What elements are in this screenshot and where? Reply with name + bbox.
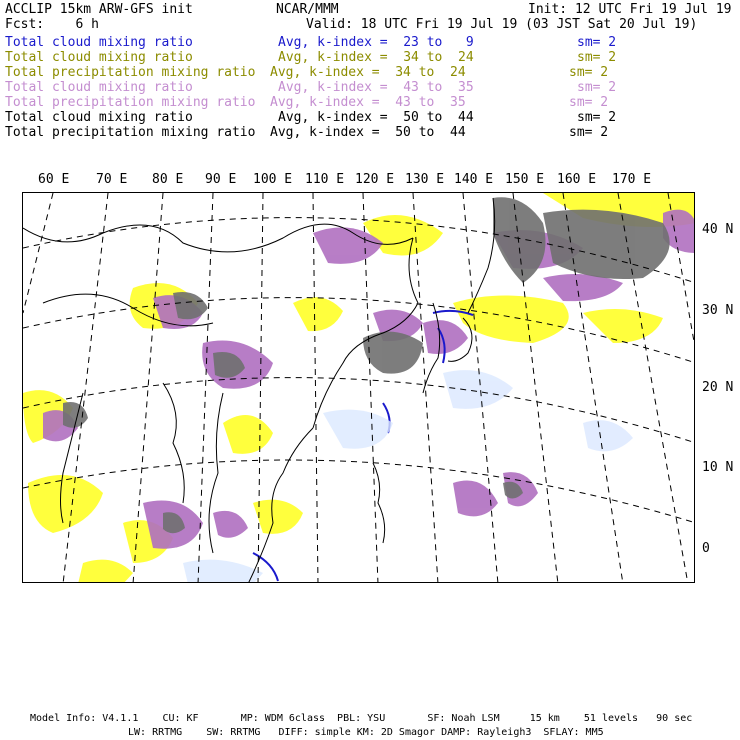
lat-label: 0 bbox=[702, 541, 710, 556]
legend-avg: Avg, k-index = 50 to 44 bbox=[270, 125, 466, 140]
forecast-hour: Fcst: 6 h bbox=[5, 17, 99, 32]
lon-label: 150 E bbox=[505, 172, 545, 187]
legend-field: Total precipitation mixing ratio bbox=[5, 125, 256, 140]
lon-label: 70 E bbox=[96, 172, 128, 187]
lon-label: 100 E bbox=[253, 172, 293, 187]
valid-time: Valid: 18 UTC Fri 19 Jul 19 (03 JST Sat 20 Jul 19) bbox=[306, 17, 698, 32]
lat-label: 40 N bbox=[702, 222, 734, 237]
legend-field: Total cloud mixing ratio bbox=[5, 80, 193, 95]
legend-avg: Avg, k-index = 34 to 24 bbox=[278, 50, 474, 65]
legend-avg: Avg, k-index = 43 to 35 bbox=[278, 80, 474, 95]
legend-field: Total cloud mixing ratio bbox=[5, 50, 193, 65]
lon-label: 170 E bbox=[612, 172, 652, 187]
legend-sm: sm= 2 bbox=[577, 110, 617, 125]
legend-field: Total precipitation mixing ratio bbox=[5, 65, 256, 80]
legend-sm: sm= 2 bbox=[569, 65, 609, 80]
legend-sm: sm= 2 bbox=[577, 80, 617, 95]
lat-label: 20 N bbox=[702, 380, 734, 395]
legend-sm: sm= 2 bbox=[569, 95, 609, 110]
lon-label: 110 E bbox=[305, 172, 345, 187]
model-info-line1: Model Info: V4.1.1 CU: KF MP: WDM 6class PBL: YSU SF: Noah LSM 15 km 51 levels 90 sec bbox=[30, 713, 693, 724]
lon-label: 120 E bbox=[355, 172, 395, 187]
model-info-line2: LW: RRTMG SW: RRTMG DIFF: simple KM: 2D Smagor DAMP: Rayleigh3 SFLAY: MM5 bbox=[128, 727, 604, 738]
legend-avg: Avg, k-index = 34 to 24 bbox=[270, 65, 466, 80]
model-title: ACCLIP 15km ARW-GFS init bbox=[5, 2, 193, 17]
legend-sm: sm= 2 bbox=[569, 125, 609, 140]
organization-label: NCAR/MMM bbox=[276, 2, 339, 17]
map-panel bbox=[22, 192, 695, 583]
legend-sm: sm= 2 bbox=[577, 35, 617, 50]
legend-field: Total precipitation mixing ratio bbox=[5, 95, 256, 110]
legend-sm: sm= 2 bbox=[577, 50, 617, 65]
init-time: Init: 12 UTC Fri 19 Jul 19 bbox=[528, 2, 732, 17]
lon-label: 60 E bbox=[38, 172, 70, 187]
legend-field: Total cloud mixing ratio bbox=[5, 110, 193, 125]
cloud-field-light-blue bbox=[183, 370, 633, 583]
lat-label: 30 N bbox=[702, 303, 734, 318]
legend-avg: Avg, k-index = 43 to 35 bbox=[270, 95, 466, 110]
legend-avg: Avg, k-index = 50 to 44 bbox=[278, 110, 474, 125]
lon-label: 80 E bbox=[152, 172, 184, 187]
lon-label: 140 E bbox=[454, 172, 494, 187]
lat-label: 10 N bbox=[702, 460, 734, 475]
lon-label: 90 E bbox=[205, 172, 237, 187]
lon-label: 130 E bbox=[405, 172, 445, 187]
legend-field: Total cloud mixing ratio bbox=[5, 35, 193, 50]
lon-label: 160 E bbox=[557, 172, 597, 187]
legend-avg: Avg, k-index = 23 to 9 bbox=[278, 35, 474, 50]
